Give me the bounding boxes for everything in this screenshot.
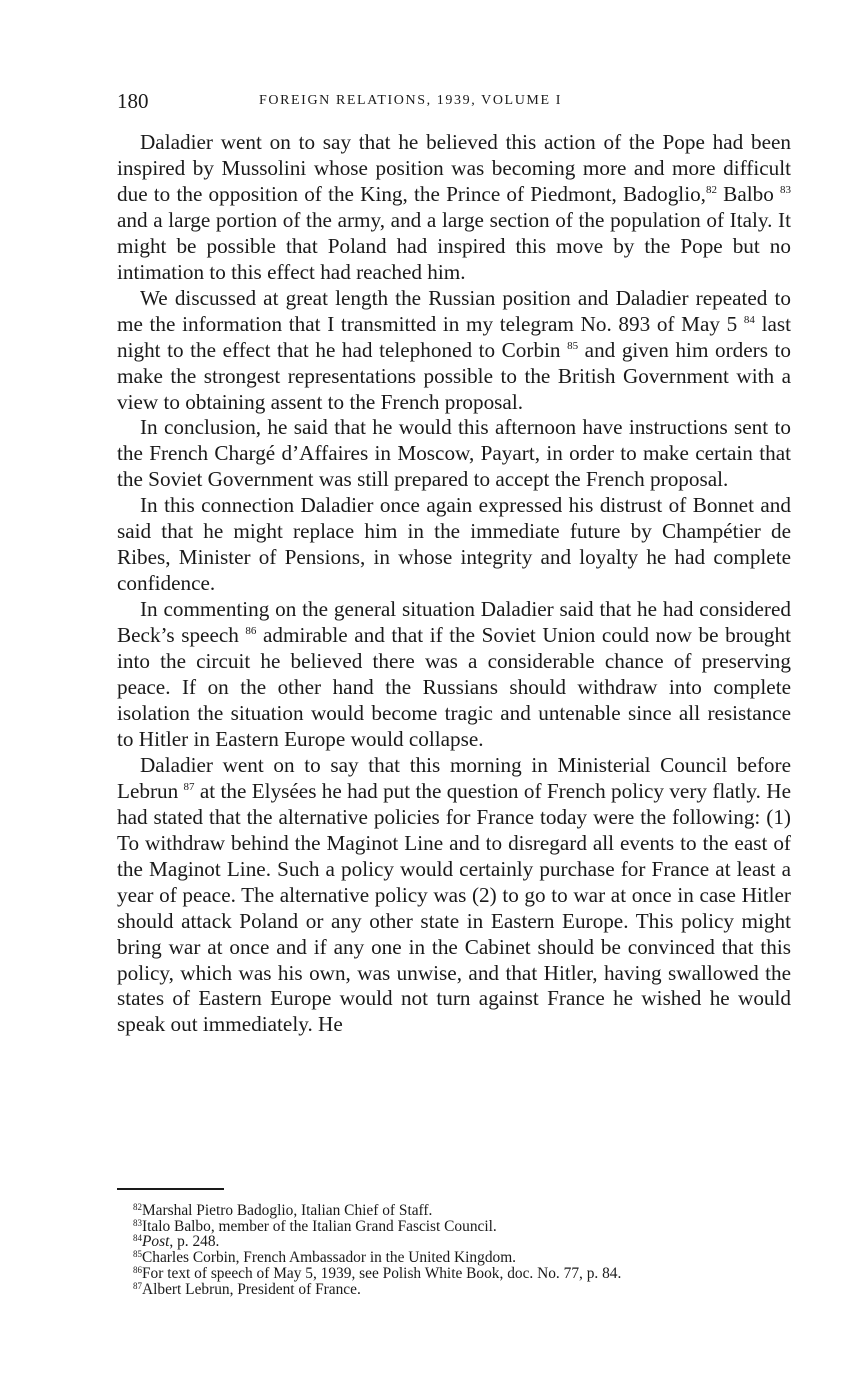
text-run: and a large portion of the army, and a large section of the population of Italy. It might be possible that Poland had inspired this move by the Pope but no intimation to this effect had reached him. xyxy=(117,207,791,284)
footnote-number: 86 xyxy=(133,1264,142,1275)
footnote-text: Marshal Pietro Badoglio, Italian Chief of Staff. xyxy=(142,1202,433,1219)
paragraph: In this connection Daladier once again expressed his distrust of Bonnet and said that he might replace him in the immediate future by Champétier de Ribes, Minister of Pensions, in whose integrity and loyalty he had complete confidence. xyxy=(117,493,791,596)
paragraph xyxy=(117,597,791,753)
text-run: Daladier went on to say that he believed this action of the Pope had been inspired by Mussolini whose position was becoming more and more difficult due to the opposition of the King, the Prince of Piedmont, Badoglio, xyxy=(117,130,791,206)
footnote-divider xyxy=(117,1188,224,1190)
footnote xyxy=(117,1219,791,1235)
footnote-text: , p. 248. xyxy=(169,1233,220,1251)
footnote-number: 82 xyxy=(133,1202,142,1212)
text-run: last night to the effect that he had telephoned to Corbin xyxy=(117,311,791,362)
running-head: FOREIGN RELATIONS, 1939, VOLUME I xyxy=(259,93,562,108)
text-run: We discussed at great length the Russian position and Daladier repeated to me the information that I transmitted in my telegram No. 893 of May 5 xyxy=(117,285,791,336)
footnote-number: 85 xyxy=(133,1249,142,1260)
body-text xyxy=(117,130,791,1038)
footnote-ref: 87 xyxy=(183,780,195,793)
footnote-text: Italo Balbo, member of the Italian Grand Fascist Council. xyxy=(142,1217,497,1235)
footnote xyxy=(117,1234,791,1250)
footnote-text: For text of speech of May 5, 1939, see Polish White Book, doc. No. 77, p. 84. xyxy=(142,1264,622,1282)
footnotes xyxy=(117,1203,791,1297)
text-run: and given him orders to make the strongest representations possible to the British Government with a view to obtaining assent to the French proposal. xyxy=(117,337,791,414)
footnote-text: Albert Lebrun, President of France. xyxy=(142,1280,361,1298)
footnote xyxy=(117,1203,791,1219)
text-run: admirable and that if the Soviet Union could now be brought into the circuit he believed there was a considerable chance of preserving peace. If on the other hand the Russians should withdraw into complete isolation the situation would become tragic and untenable since all resistance to Hitler in Eastern Europe would collapse. xyxy=(117,623,792,751)
text-run: In commenting on the general situation Daladier said that he had considered Beck’s speech xyxy=(117,597,791,648)
text-run: Daladier went on to say that this morning in Ministerial Council before Lebrun xyxy=(117,752,791,803)
page-header xyxy=(117,88,791,114)
footnote xyxy=(117,1250,791,1266)
paragraph: In conclusion, he said that he would this afternoon have instructions sent to the French Chargé d’Affaires in Moscow, Payart, in order to make certain that the Soviet Government was still prepared to accept the French proposal. xyxy=(117,415,791,492)
footnote-ref: 82 xyxy=(705,183,717,196)
paragraph xyxy=(117,286,791,416)
footnote-ref: 83 xyxy=(780,183,791,196)
footnote-italic: Post xyxy=(142,1233,170,1251)
footnote-ref: 84 xyxy=(743,313,755,326)
page-number: 180 xyxy=(117,89,149,113)
footnote xyxy=(117,1266,791,1282)
footnote-number: 87 xyxy=(133,1280,142,1291)
text-run: at the Elysées he had put the question of French policy very flatly. He had stated that the alternative policies for France today were the following: (1) To withdraw behind the Maginot Line and to disregard all events to the east of the Maginot Line. Such a policy would certainly purchase for France at least a year of peace. The alternative policy was (2) to go to war at once in case Hitler should attack Poland or any other state in Eastern Europe. This policy might bring war at once and if any one in the Cabinet should be convinced that this policy, which was his own, was unwise, and that Hitler, having swallowed the states of Eastern Europe would not turn against France he wished he would speak out immediately. He xyxy=(117,778,791,1037)
footnote-text: Charles Corbin, French Ambassador in the United Kingdom. xyxy=(142,1249,517,1267)
footnote-ref: 86 xyxy=(245,625,257,638)
footnote-ref: 85 xyxy=(567,339,579,352)
footnote-number: 84 xyxy=(133,1233,142,1244)
paragraph xyxy=(117,130,791,286)
paragraph xyxy=(117,753,791,1038)
text-run: Balbo xyxy=(716,181,780,206)
footnote-number: 83 xyxy=(133,1217,142,1228)
footnote xyxy=(117,1282,791,1298)
